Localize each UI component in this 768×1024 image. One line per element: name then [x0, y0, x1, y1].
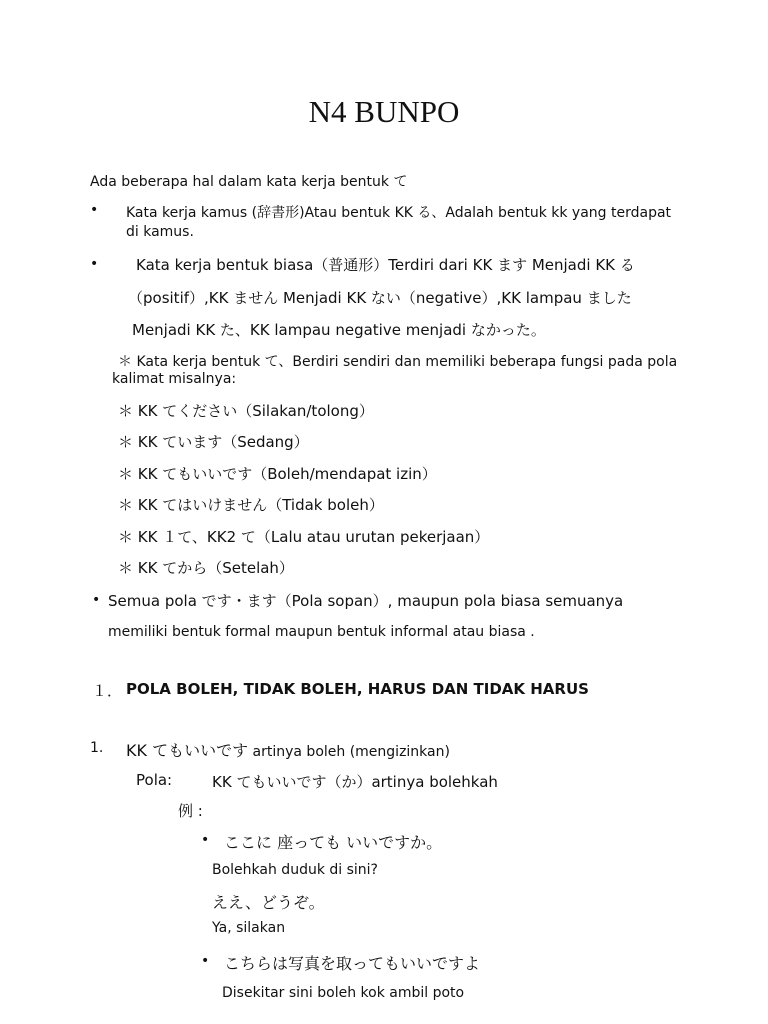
example-jp: こちらは写真を取ってもいいですよ [224, 954, 481, 973]
bullet-marker: • [201, 953, 210, 969]
item1-meaning: artinya boleh (mengizinkan) [248, 744, 450, 760]
formal-bullet-line-2: memiliki bentuk formal maupun bentuk informal atau biasa . [108, 624, 535, 640]
example-reply: ええ、どうぞ。 [212, 893, 325, 912]
te-form-item: ＊ KK ています（Sedang） [118, 433, 309, 451]
section-number: １． [92, 682, 123, 700]
example-translation: Ya, silakan [212, 920, 286, 936]
bullet-biasa-line-1: Kata kerja bentuk biasa（普通形）Terdiri dari KK ます Menjadi KK る [136, 256, 635, 274]
item1-jp: KK てもいいです [126, 741, 249, 760]
bullet-marker: • [90, 202, 99, 218]
item-number: 1. [90, 740, 104, 756]
te-note-line-2: kalimat misalnya: [112, 371, 237, 387]
te-note-line-1: ＊ Kata kerja bentuk て、Berdiri sendiri dan memiliki beberapa fungsi pada pola [118, 354, 678, 370]
pola-label: Pola: [136, 771, 173, 789]
bullet-kamus-line-2: di kamus. [126, 224, 194, 240]
te-form-item: ＊ KK てください（Silakan/tolong） [118, 402, 374, 420]
bullet-marker: • [90, 256, 99, 272]
bullet-kamus-line-1: Kata kerja kamus (辞書形)Atau bentuk KK る、Adalah bentuk kk yang terdapat [126, 205, 672, 221]
example-label: 例 : [178, 802, 203, 820]
formal-bullet-line-1: Semua pola です・ます（Pola sopan）, maupun pola biasa semuanya [108, 592, 624, 610]
pola-text: KK てもいいです（か）artinya bolehkah [212, 773, 498, 791]
te-form-item: ＊ KK １て、KK2 て（Lalu atau urutan pekerjaan） [118, 528, 490, 546]
te-form-item: ＊ KK てはいけません（Tidak boleh） [118, 496, 384, 514]
example-translation: Bolehkah duduk di sini? [212, 862, 378, 878]
example-translation: Disekitar sini boleh kok ambil poto [222, 985, 465, 1001]
intro-text: Ada beberapa hal dalam kata kerja bentuk て [90, 174, 408, 190]
bullet-marker: • [92, 592, 101, 608]
te-form-item: ＊ KK てもいいです（Boleh/mendapat izin） [118, 465, 437, 483]
bullet-biasa-line-3: Menjadi KK た、KK lampau negative menjadi なかった。 [132, 321, 546, 339]
section-heading: POLA BOLEH, TIDAK BOLEH, HARUS DAN TIDAK HARUS [126, 680, 589, 698]
bullet-biasa-line-2: （positif）,KK ません Menjadi KK ない（negative）,KK lampau ました [128, 289, 632, 307]
bullet-marker: • [201, 832, 210, 848]
item1-line [126, 738, 450, 761]
page-title: N4 BUNPO [308, 94, 460, 129]
te-form-item: ＊ KK てから（Setelah） [118, 559, 294, 577]
example-jp: ここに 座っても いいですか。 [224, 833, 443, 852]
